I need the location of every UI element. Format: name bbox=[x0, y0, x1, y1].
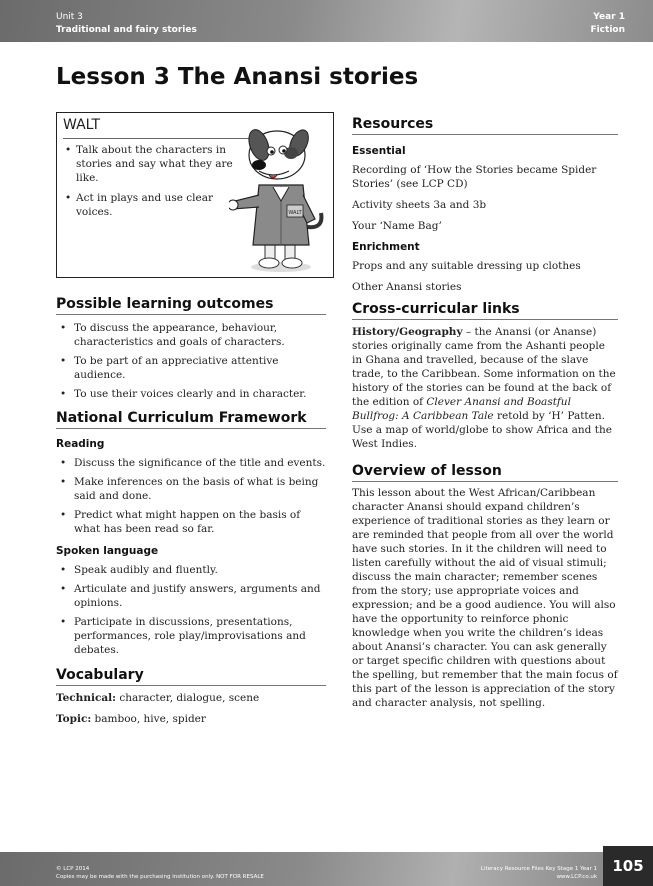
essential-heading: Essential bbox=[352, 145, 406, 157]
walt-item: • Talk about the characters in stories and say what they are like. bbox=[63, 143, 233, 185]
essential-item: Activity sheets 3a and 3b bbox=[352, 199, 487, 211]
vocab-topic-label: Topic: bbox=[56, 713, 92, 725]
vocab-technical bbox=[56, 691, 326, 705]
outcome-item: • To discuss the appearance, behaviour, characteristics and goals of characters. bbox=[56, 321, 326, 349]
enrichment-item: Props and any suitable dressing up clothes bbox=[352, 260, 581, 272]
vocab-topic-value: bamboo, hive, spider bbox=[91, 713, 206, 725]
cross-book-title: Clever Anansi and Boastful Bullfrog: A Caribbean Tale bbox=[352, 396, 571, 422]
resources-heading: Resources bbox=[352, 116, 618, 135]
reading-heading: Reading bbox=[56, 438, 105, 450]
cross-curricular-text bbox=[352, 325, 618, 451]
cross-label: History/Geography bbox=[352, 326, 463, 338]
spoken-item: • Speak audibly and fluently. bbox=[56, 563, 326, 577]
cross-text-before: – the Anansi (or Ananse) stories originally came from the Ashanti people in Ghana and travelled, because of the slave trade, to the Caribbean. Some information on the history of the stories can be found at the back of the edition of bbox=[352, 326, 616, 408]
enrichment-heading: Enrichment bbox=[352, 241, 420, 253]
unit-title: Traditional and fairy stories bbox=[56, 25, 197, 35]
vocab-topic bbox=[56, 712, 326, 726]
spoken-list bbox=[56, 563, 326, 657]
outcomes-list bbox=[56, 321, 326, 401]
lesson-number: Lesson 3 bbox=[56, 64, 170, 90]
website-text: www.LCP.co.uk bbox=[556, 874, 597, 880]
outcomes-heading: Possible learning outcomes bbox=[56, 296, 326, 315]
reading-item: • Discuss the significance of the title and events. bbox=[56, 456, 326, 470]
year-info bbox=[590, 11, 625, 37]
unit-info bbox=[56, 11, 197, 37]
copy-notice: Copies may be made with the purchasing institution only. NOT FOR RESALE bbox=[56, 874, 264, 880]
page-title bbox=[56, 64, 418, 90]
page-number: 105 bbox=[603, 846, 653, 886]
enrichment-list bbox=[352, 259, 618, 294]
dog-mascot-icon bbox=[229, 117, 333, 275]
walt-box bbox=[56, 112, 334, 278]
lesson-name: The Anansi stories bbox=[177, 64, 419, 90]
walt-divider bbox=[63, 138, 253, 139]
walt-list bbox=[63, 143, 233, 225]
footer-copyright bbox=[56, 865, 264, 881]
vocab-technical-value: character, dialogue, scene bbox=[116, 692, 260, 704]
ncf-heading: National Curriculum Framework bbox=[56, 410, 326, 429]
essential-item: Your ‘Name Bag’ bbox=[352, 220, 442, 232]
enrichment-item: Other Anansi stories bbox=[352, 281, 462, 293]
outcome-item: • To be part of an appreciative attentive audience. bbox=[56, 354, 326, 382]
copyright-text: © LCP 2014 bbox=[56, 866, 90, 872]
spoken-item: • Articulate and justify answers, arguments and opinions. bbox=[56, 582, 326, 610]
cross-text-after: retold by ‘H’ Patten. Use a map of world/globe to show Africa and the West Indies. bbox=[352, 410, 612, 450]
walt-heading: WALT bbox=[63, 117, 101, 133]
reading-item: • Make inferences on the basis of what is being said and done. bbox=[56, 475, 326, 503]
left-column bbox=[56, 296, 326, 726]
walt-badge-text: WALT bbox=[288, 210, 302, 216]
spoken-item: • Participate in discussions, presentations, performances, role play/improvisations and debates. bbox=[56, 615, 326, 657]
vocab-technical-label: Technical: bbox=[56, 692, 117, 704]
spoken-heading: Spoken language bbox=[56, 545, 159, 557]
overview-heading: Overview of lesson bbox=[352, 463, 618, 482]
reading-item: • Predict what might happen on the basis of what has been read so far. bbox=[56, 508, 326, 536]
cross-curricular-heading: Cross-curricular links bbox=[352, 301, 618, 320]
vocabulary-heading: Vocabulary bbox=[56, 667, 326, 686]
reading-list bbox=[56, 456, 326, 536]
footer-series bbox=[481, 865, 597, 881]
genre-label: Fiction bbox=[590, 25, 625, 35]
outcome-item: • To use their voices clearly and in character. bbox=[56, 387, 326, 401]
right-column bbox=[352, 116, 618, 710]
series-text: Literacy Resource Files Key Stage 1 Year 1 bbox=[480, 866, 597, 872]
walt-item: • Act in plays and use clear voices. bbox=[63, 191, 233, 219]
unit-number: Unit 3 bbox=[56, 12, 83, 22]
essential-list bbox=[352, 163, 618, 233]
essential-item: Recording of ‘How the Stories became Spider Stories’ (see LCP CD) bbox=[352, 164, 597, 190]
year-label: Year 1 bbox=[593, 12, 625, 22]
overview-text: This lesson about the West African/Caribbean character Anansi should expand children’s experience of traditional stories as they learn or are reminded that people from all over the world have such stories. In it the children will need to listen carefully without the aid of visual stimuli; discuss the main character; remember scenes from the story; use appropriate voices and expression; and be a good audience. You will also have the opportunity to reinforce phonic knowledge when you write the children’s ideas about Anansi’s character. You can ask generally or target specific children with questions about the spelling, but remember that the main focus of this part of the lesson is appreciation of the story and character analysis, not spelling. bbox=[352, 487, 618, 709]
